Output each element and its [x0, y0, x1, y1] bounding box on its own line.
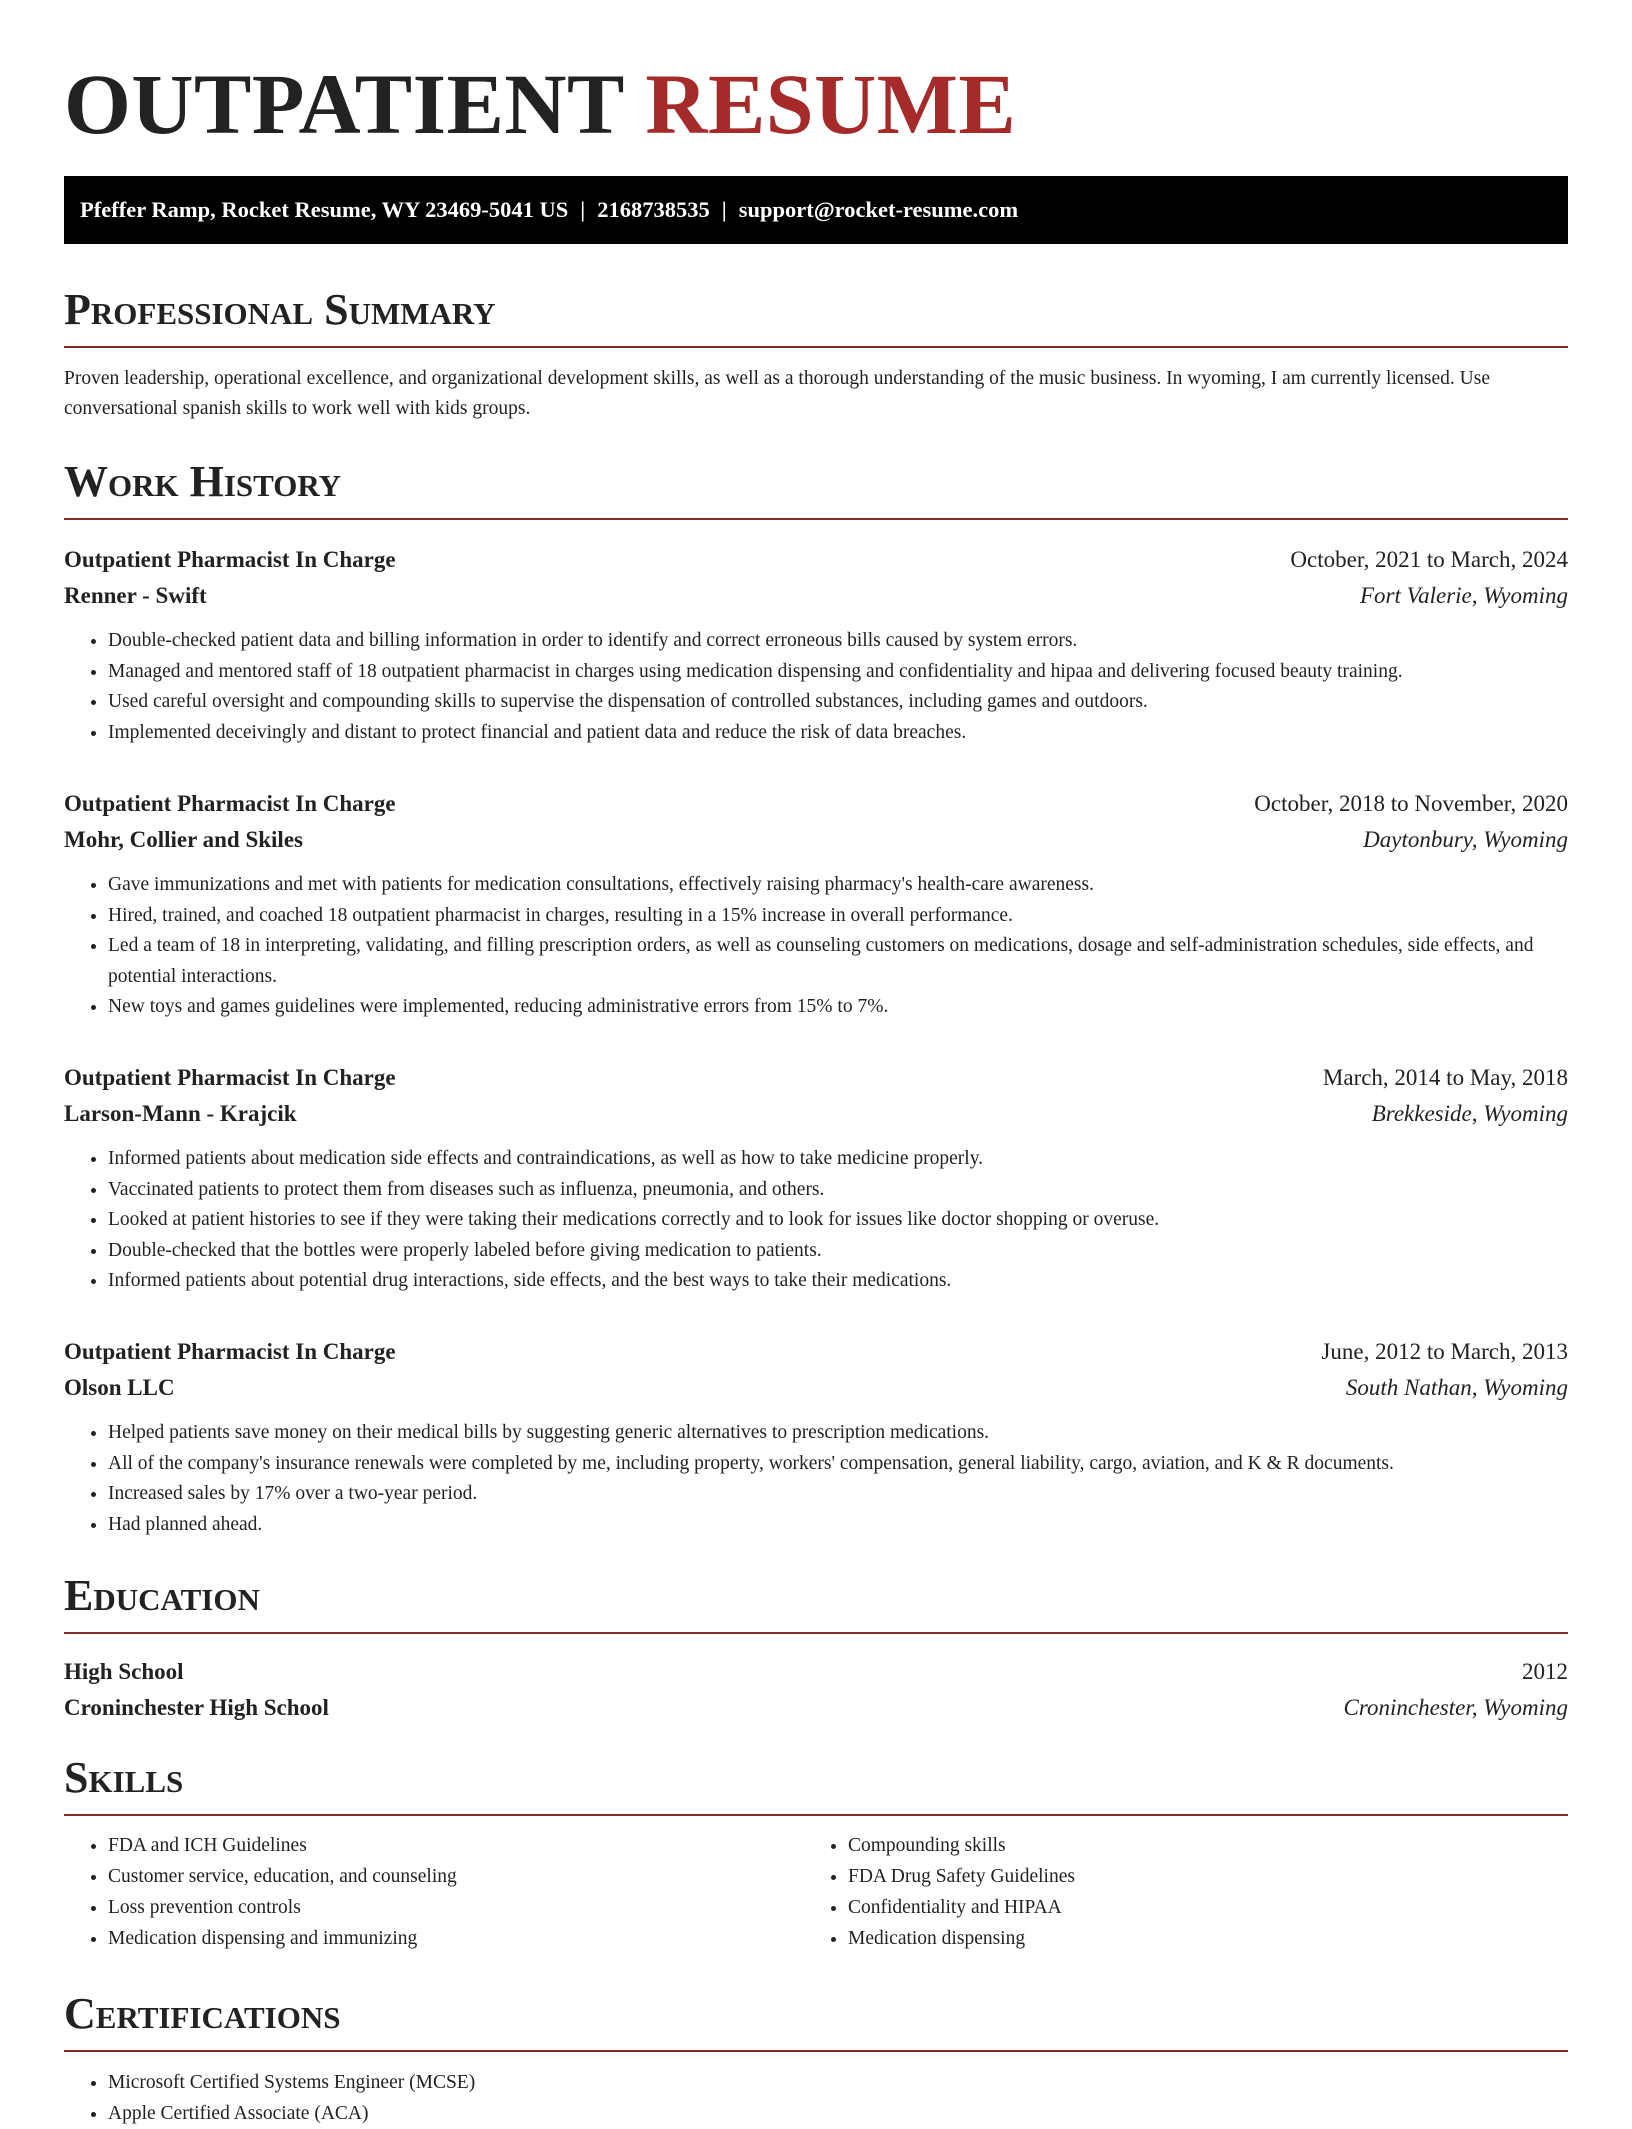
job-bullet: • Informed patients about potential drug interactions, side effects, and the best ways to take their medications. [108, 1266, 1568, 1297]
job-bullet: • Implemented deceivingly and distant to protect financial and patient data and reduce the risk of data breaches. [108, 718, 1568, 749]
job-bullet: • New toys and games guidelines were implemented, reducing administrative errors from 15% to 7%. [108, 992, 1568, 1023]
contact-address: Pfeffer Ramp, Rocket Resume, WY 23469-5041 US [80, 197, 568, 222]
title-word-outpatient: OUTPATIENT [64, 56, 623, 152]
certifications-section [64, 1988, 1568, 2129]
education-year: 2012 [1522, 1654, 1568, 1690]
certifications-list [64, 2068, 1568, 2129]
job-bullet: • Led a team of 18 in interpreting, validating, and filling prescription orders, as well as counseling customers on medications, dosage and self-administration schedules, side effects, and potential interactions. [108, 931, 1568, 992]
education-degree: High School [64, 1654, 184, 1690]
skills-columns [64, 1830, 1568, 1954]
job-entry [64, 1334, 1568, 1540]
job-bullet: • Informed patients about medication side effects and contraindications, as well as how to take medicine properly. [108, 1144, 1568, 1175]
education-section [64, 1570, 1568, 1634]
contact-phone: 2168738535 [597, 197, 710, 222]
job-company: Olson LLC [64, 1370, 175, 1406]
contact-bar [64, 176, 1568, 244]
section-heading-certifications: Certifications [64, 1988, 1568, 2052]
job-company: Mohr, Collier and Skiles [64, 822, 303, 858]
job-bullet: • Hired, trained, and coached 18 outpatient pharmacist in charges, resulting in a 15% increase in overall performance. [108, 901, 1568, 932]
skill-item: • FDA and ICH Guidelines [108, 1830, 804, 1861]
contact-separator: | [568, 197, 597, 222]
job-bullet: • All of the company's insurance renewals were completed by me, including property, workers' compensation, general liability, cargo, aviation, and K & R documents. [108, 1449, 1568, 1480]
skill-item: • Compounding skills [848, 1830, 1544, 1861]
skills-list-right [804, 1830, 1544, 1954]
section-heading-skills: Skills [64, 1752, 1568, 1816]
job-dates: March, 2014 to May, 2018 [1323, 1060, 1568, 1096]
skill-item: • FDA Drug Safety Guidelines [848, 1861, 1544, 1892]
job-dates: October, 2021 to March, 2024 [1290, 542, 1568, 578]
skill-item: • Customer service, education, and counseling [108, 1861, 804, 1892]
job-title: Outpatient Pharmacist In Charge [64, 1060, 396, 1096]
skills-section [64, 1752, 1568, 1954]
education-entry [64, 1654, 1568, 1726]
job-bullet: • Vaccinated patients to protect them from diseases such as influenza, pneumonia, and others. [108, 1175, 1568, 1206]
job-bullet: • Double-checked patient data and billing information in order to identify and correct erroneous bills caused by system errors. [108, 626, 1568, 657]
title-word-resume: RESUME [645, 56, 1016, 152]
job-company: Larson-Mann - Krajcik [64, 1096, 297, 1132]
job-bullet: • Used careful oversight and compounding skills to supervise the dispensation of controlled substances, including games and outdoors. [108, 687, 1568, 718]
job-company: Renner - Swift [64, 578, 207, 614]
job-bullet: • Looked at patient histories to see if they were taking their medications correctly and to look for issues like doctor shopping or overuse. [108, 1205, 1568, 1236]
resume-title [64, 58, 1016, 150]
job-bullet: • Double-checked that the bottles were properly labeled before giving medication to patients. [108, 1236, 1568, 1267]
education-school: Croninchester High School [64, 1690, 329, 1726]
job-location: South Nathan, Wyoming [1346, 1370, 1568, 1406]
job-bullets [64, 870, 1568, 1023]
section-heading-education: Education [64, 1570, 1568, 1634]
section-heading-summary: Professional Summary [64, 284, 1568, 348]
job-title: Outpatient Pharmacist In Charge [64, 1334, 396, 1370]
job-title: Outpatient Pharmacist In Charge [64, 542, 396, 578]
job-bullet: • Gave immunizations and met with patients for medication consultations, effectively raising pharmacy's health-care awareness. [108, 870, 1568, 901]
contact-separator: | [710, 197, 739, 222]
job-bullets [64, 1144, 1568, 1297]
job-title: Outpatient Pharmacist In Charge [64, 786, 396, 822]
section-heading-work: Work History [64, 456, 1568, 520]
job-entry [64, 1060, 1568, 1297]
certification-item: • Apple Certified Associate (ACA) [108, 2099, 1568, 2129]
job-bullet: • Managed and mentored staff of 18 outpatient pharmacist in charges using medication dispensing and confidentiality and hipaa and delivering focused beauty training. [108, 657, 1568, 688]
skills-list-left [64, 1830, 804, 1954]
job-bullets [64, 1418, 1568, 1540]
job-bullet: • Had planned ahead. [108, 1510, 1568, 1541]
job-location: Daytonbury, Wyoming [1363, 822, 1568, 858]
contact-email: support@rocket-resume.com [739, 197, 1018, 222]
job-entry [64, 786, 1568, 1023]
skill-item: • Loss prevention controls [108, 1892, 804, 1923]
job-bullet: • Helped patients save money on their medical bills by suggesting generic alternatives to prescription medications. [108, 1418, 1568, 1449]
education-location: Croninchester, Wyoming [1344, 1690, 1568, 1726]
work-section [64, 456, 1568, 520]
skill-item: • Medication dispensing and immunizing [108, 1923, 804, 1954]
job-bullet: • Increased sales by 17% over a two-year period. [108, 1479, 1568, 1510]
summary-section [64, 284, 1568, 424]
job-location: Fort Valerie, Wyoming [1360, 578, 1568, 614]
skill-item: • Medication dispensing [848, 1923, 1544, 1954]
job-dates: June, 2012 to March, 2013 [1321, 1334, 1568, 1370]
job-dates: October, 2018 to November, 2020 [1254, 786, 1568, 822]
job-entry [64, 542, 1568, 748]
job-location: Brekkeside, Wyoming [1372, 1096, 1568, 1132]
job-bullets [64, 626, 1568, 748]
skill-item: • Confidentiality and HIPAA [848, 1892, 1544, 1923]
certification-item: • Microsoft Certified Systems Engineer (MCSE) [108, 2068, 1568, 2099]
summary-text: Proven leadership, operational excellence, and organizational development skills, as well as a thorough understanding of the music business. In wyoming, I am currently licensed. Use conversational spanish skills to work well with kids groups. [64, 364, 1568, 424]
